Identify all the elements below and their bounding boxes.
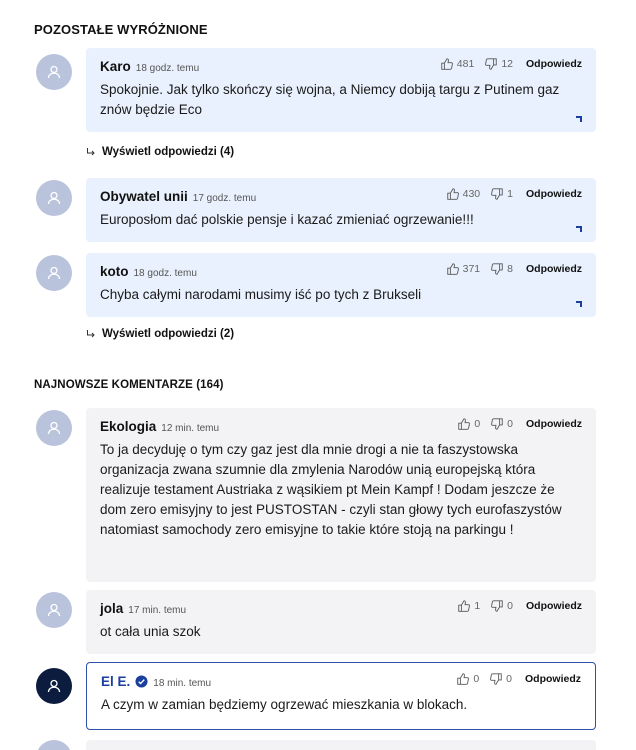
reply-button[interactable]: Odpowiedz <box>525 673 581 685</box>
like-count: 481 <box>456 58 475 70</box>
reply-arrow-icon <box>86 329 96 339</box>
dislike-button[interactable] <box>484 57 513 71</box>
user-icon <box>46 265 62 281</box>
thumbs-down-icon <box>489 672 503 686</box>
comment-bubble <box>86 590 596 654</box>
like-button[interactable] <box>446 187 481 201</box>
thumbs-down-icon <box>490 417 504 431</box>
comment-author[interactable]: Karo <box>100 59 131 74</box>
dislike-button[interactable] <box>490 599 513 613</box>
comment-bubble <box>86 740 596 750</box>
like-button[interactable] <box>457 599 480 613</box>
reply-button[interactable]: Odpowiedz <box>526 263 582 275</box>
avatar[interactable] <box>36 740 72 750</box>
comment-text: To ja decyduję o tym czy gaz jest dla mnie drogi a nie ta faszystowska organizacja zwana szumnie dla zmylenia Narodów unią europejską która realizuje testament Austriaka z wąsikiem pt Mein Kampf ! Dodam jeszcze że dom zero emisyjny to jest PUSTOSTAN - czyli stan głowy tych eurofaszystów natomiast samochody zero emisyjne to takie które stoją na parkingu ! <box>100 442 562 537</box>
corner-triangle-icon <box>574 300 582 308</box>
reply-button[interactable]: Odpowiedz <box>526 188 582 200</box>
comment-time: 17 min. temu <box>128 605 187 616</box>
avatar[interactable] <box>36 180 72 216</box>
avatar[interactable] <box>36 668 72 704</box>
reply-button[interactable]: Odpowiedz <box>526 600 582 612</box>
avatar[interactable] <box>36 255 72 291</box>
comment-author[interactable]: jola <box>100 601 124 616</box>
dislike-count: 8 <box>507 263 513 275</box>
reply-button[interactable]: Odpowiedz <box>526 58 582 70</box>
thumbs-down-icon <box>490 187 504 201</box>
dislike-count: 1 <box>507 188 513 200</box>
like-count: 430 <box>462 188 481 200</box>
user-icon <box>46 420 62 436</box>
like-button[interactable] <box>456 672 479 686</box>
thumbs-down-icon <box>490 599 504 613</box>
comment-bubble <box>86 662 596 730</box>
like-count: 1 <box>474 600 481 612</box>
show-replies-link[interactable] <box>86 328 234 340</box>
user-icon <box>46 602 62 618</box>
comment-bubble <box>86 408 596 582</box>
avatar[interactable] <box>36 592 72 628</box>
avatar[interactable] <box>36 54 72 90</box>
like-button[interactable] <box>446 262 481 276</box>
verified-badge-icon <box>135 675 148 688</box>
comment-time: 12 min. temu <box>161 423 220 434</box>
thumbs-up-icon <box>457 599 471 613</box>
comment-author[interactable]: koto <box>100 264 129 279</box>
show-replies-label: Wyświetl odpowiedzi (2) <box>102 328 235 340</box>
like-count: 0 <box>473 673 480 685</box>
highlighted-section-title: POZOSTAŁE WYRÓŻNIONE <box>34 22 208 37</box>
like-button[interactable] <box>440 57 475 71</box>
comment-text: Europosłom dać polskie pensje i kazać zmieniać ogrzewanie!!! <box>100 212 474 227</box>
thumbs-up-icon <box>446 262 460 276</box>
thumbs-down-icon <box>490 262 504 276</box>
comment-bubble <box>86 178 596 242</box>
thumbs-up-icon <box>446 187 460 201</box>
user-icon <box>46 678 62 694</box>
dislike-count: 0 <box>507 600 513 612</box>
show-replies-link[interactable] <box>86 146 234 158</box>
avatar[interactable] <box>36 410 72 446</box>
corner-triangle-icon <box>574 115 582 123</box>
reply-button[interactable]: Odpowiedz <box>526 418 582 430</box>
thumbs-down-icon <box>484 57 498 71</box>
thumbs-up-icon <box>456 672 470 686</box>
comment-bubble <box>86 253 596 317</box>
dislike-count: 0 <box>506 673 512 685</box>
dislike-button[interactable] <box>490 187 513 201</box>
comment-author[interactable]: Ekologia <box>100 419 157 434</box>
comment-text: ot cała unia szok <box>100 624 201 639</box>
comment-author[interactable]: Obywatel unii <box>100 189 188 204</box>
user-icon <box>46 64 62 80</box>
like-count: 371 <box>462 263 481 275</box>
dislike-button[interactable] <box>490 262 513 276</box>
show-replies-label: Wyświetl odpowiedzi (4) <box>102 146 235 158</box>
comment-text: Spokojnie. Jak tylko skończy się wojna, a Niemcy dobiją targu z Putinem gaz znów będzie Eco <box>100 82 560 117</box>
thumbs-up-icon <box>440 57 454 71</box>
comment-time: 18 min. temu <box>153 678 212 689</box>
comment-author[interactable]: El E. <box>101 674 131 689</box>
newest-section-title: NAJNOWSZE KOMENTARZE (164) <box>34 379 224 391</box>
dislike-button[interactable] <box>490 417 513 431</box>
dislike-button[interactable] <box>489 672 512 686</box>
dislike-count: 0 <box>507 418 513 430</box>
like-button[interactable] <box>457 417 480 431</box>
comment-time: 17 godz. temu <box>192 193 257 204</box>
thumbs-up-icon <box>457 417 471 431</box>
comment-text: Chyba całymi narodami musimy iść po tych z Brukseli <box>100 287 422 302</box>
reply-arrow-icon <box>86 147 96 157</box>
comment-time: 18 godz. temu <box>133 268 197 279</box>
like-count: 0 <box>474 418 481 430</box>
comment-bubble <box>86 48 596 132</box>
user-icon <box>46 190 62 206</box>
comment-text: A czym w zamian będziemy ogrzewać mieszkania w blokach. <box>101 697 468 712</box>
comment-time: 18 godz. temu <box>135 63 200 74</box>
dislike-count: 12 <box>501 58 513 70</box>
corner-triangle-icon <box>574 225 582 233</box>
